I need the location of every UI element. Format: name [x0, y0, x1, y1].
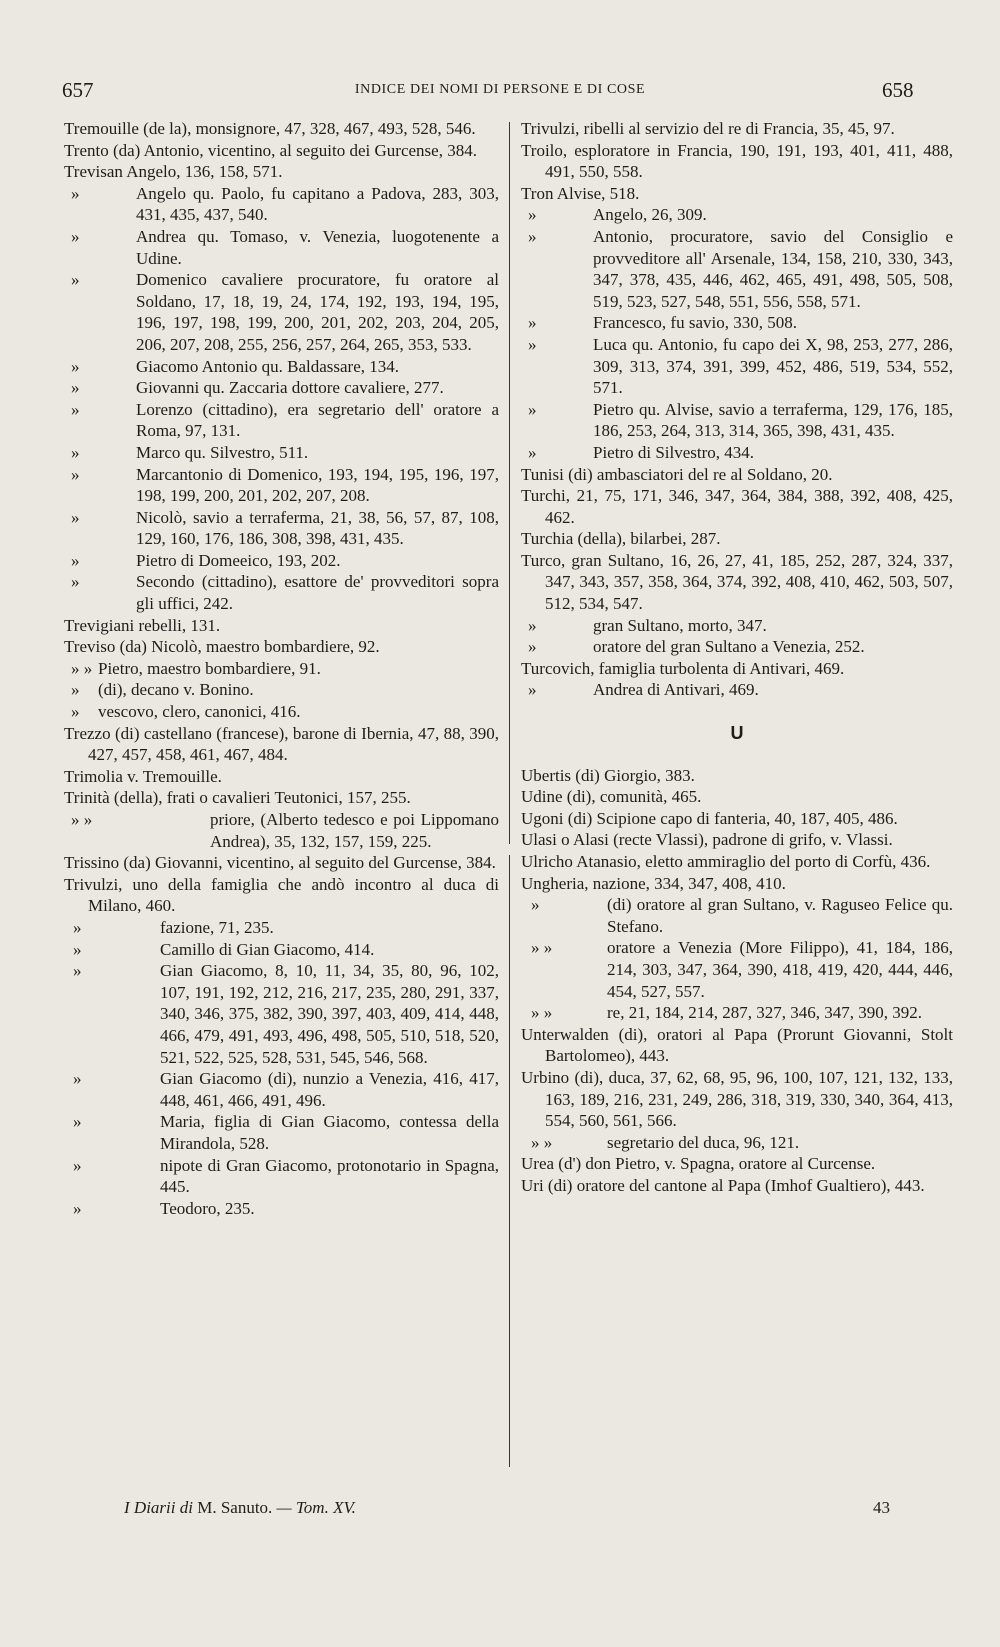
ditto-mark: »: [71, 572, 80, 592]
index-subentry: [521, 334, 953, 399]
index-subentry: [64, 464, 499, 507]
ditto-mark: »: [73, 939, 82, 959]
index-subentry: [64, 269, 499, 355]
ditto-mark: »: [71, 702, 80, 722]
index-subentry: [64, 809, 499, 852]
ditto-mark: »: [528, 205, 537, 225]
index-subentry: [64, 550, 499, 572]
index-entry: Ulricho Atanasio, eletto ammiraglio del porto di Corfù, 436.: [521, 852, 931, 871]
subentry-text: Angelo, 26, 309.: [593, 205, 707, 225]
subentry-text: Andrea qu. Tomaso, v. Venezia, luogotenente a Udine.: [136, 226, 499, 268]
subentry-text: segretario del duca, 96, 121.: [607, 1132, 800, 1152]
ditto-mark: » »: [531, 1003, 553, 1023]
subentry-text: (di), decano v. Bonino.: [98, 680, 254, 700]
subentry-text: Pietro, maestro bombardiere, 91.: [98, 658, 321, 678]
index-entry: Ungheria, nazione, 334, 347, 408, 410.: [521, 873, 786, 893]
ditto-mark: » »: [71, 658, 93, 678]
index-subentry: [64, 507, 499, 550]
index-subentry: [64, 399, 499, 442]
ditto-mark: »: [71, 464, 80, 484]
index-entry: Trezzo (di) castellano (francese), barone di Ibernia, 47, 88, 390, 427, 457, 458, 461, 467, 484.: [64, 723, 499, 765]
ditto-mark: »: [73, 917, 82, 937]
index-entry: Troilo, esploratore in Francia, 190, 191, 193, 401, 411, 488, 491, 550, 558.: [521, 140, 953, 182]
index-entry: Trivulzi, ribelli al servizio del re di Francia, 35, 45, 97.: [521, 119, 895, 138]
ditto-mark: »: [71, 226, 80, 246]
subentry-text: Pietro di Silvestro, 434.: [593, 442, 755, 462]
ditto-mark: »: [73, 1069, 82, 1089]
ditto-mark: »: [73, 1198, 82, 1218]
index-subentry: [64, 701, 499, 723]
ditto-mark: »: [71, 550, 80, 570]
index-entry: Trissino (da) Giovanni, vicentino, al seguito del Gurcense, 384.: [64, 853, 496, 873]
index-column-left: [64, 118, 499, 1219]
index-subentry: [64, 1155, 499, 1198]
ditto-mark: »: [528, 334, 537, 354]
page-number-right: 658: [882, 78, 914, 102]
subentry-text: Teodoro, 235.: [160, 1198, 255, 1218]
ditto-mark: » »: [71, 810, 93, 829]
index-subentry: [521, 399, 953, 442]
index-subentry: [64, 1111, 499, 1154]
index-subentry: [521, 1002, 953, 1024]
index-subentry: [64, 356, 499, 378]
index-entry: Trinità (della), frati o cavalieri Teutonici, 157, 255.: [64, 788, 411, 808]
ditto-mark: »: [73, 1155, 82, 1175]
ditto-mark: »: [71, 270, 80, 290]
index-entry: Udine (di), comunità, 465.: [521, 787, 702, 807]
subentry-text: gran Sultano, morto, 347.: [593, 615, 767, 635]
footer-author: M. Sanuto.: [197, 1498, 273, 1517]
ditto-mark: »: [71, 356, 80, 376]
running-head: INDICE DEI NOMI DI PERSONE E DI COSE: [354, 82, 646, 97]
ditto-mark: » »: [531, 1132, 553, 1152]
ditto-mark: »: [528, 399, 537, 419]
ditto-mark: »: [73, 961, 82, 981]
subentry-text: Camillo di Gian Giacomo, 414.: [160, 939, 375, 959]
index-entry: Turco, gran Sultano, 16, 26, 27, 41, 185, 252, 287, 324, 337, 347, 343, 357, 358, 364, 374, 392, 408, 410, 462, 503, 507, 512, 534, 547.: [521, 550, 953, 614]
index-entry: Ulasi o Alasi (recte Vlassi), padrone di grifo, v. Vlassi.: [521, 830, 893, 850]
subentry-text: Marcantonio di Domenico, 193, 194, 195, 196, 197, 198, 199, 200, 201, 202, 207, 208.: [136, 464, 499, 506]
ditto-mark: »: [71, 680, 80, 700]
signature-number: 43: [873, 1498, 890, 1517]
subentry-text: (di) oratore al gran Sultano, v. Raguseo Felice qu. Stefano.: [607, 895, 953, 936]
index-subentry: [64, 1068, 499, 1111]
ditto-mark: »: [71, 442, 80, 462]
index-entry: Turchia (della), bilarbei, 287.: [521, 529, 721, 549]
index-subentry: [521, 894, 953, 937]
subentry-text: Gian Giacomo, 8, 10, 11, 34, 35, 80, 96, 102, 107, 191, 192, 212, 216, 217, 235, 280, 291, 337, 340, 346, 375, 382, 390, 397, 403, 409, 414, 448, 466, 479, 491, 493, 496, 498, 505, 510, 518, 520, 521, 522, 525, 528, 531, 545, 546, 568.: [160, 961, 499, 1067]
index-entry: Trivulzi, uno della famiglia che andò incontro al duca di Milano, 460.: [64, 874, 499, 916]
ditto-mark: »: [531, 895, 540, 915]
ditto-mark: »: [528, 442, 537, 462]
index-entry: Trento (da) Antonio, vicentino, al seguito dei Gurcense, 384.: [64, 140, 477, 160]
ditto-mark: »: [71, 507, 80, 527]
index-subentry: [64, 571, 499, 614]
index-entry: Tremouille (de la), monsignore, 47, 328, 467, 493, 528, 546.: [64, 119, 476, 138]
index-subentry: [64, 1198, 499, 1220]
subentry-text: Domenico cavaliere procuratore, fu oratore al Soldano, 17, 18, 19, 24, 174, 192, 193, 194, 195, 196, 197, 198, 199, 200, 201, 202, 203, 204, 205, 206, 207, 208, 255, 256, 257, 264, 265, 353, 533.: [136, 270, 499, 354]
ditto-mark: »: [71, 378, 80, 398]
index-entry: Urbino (di), duca, 37, 62, 68, 95, 96, 100, 107, 121, 132, 133, 163, 189, 216, 231, 249, 286, 318, 319, 330, 340, 364, 413, 554, 560, 561, 566.: [521, 1067, 953, 1131]
ditto-mark: »: [73, 1112, 82, 1132]
subentry-text: priore, (Alberto tedesco e poi Lippomano Andrea), 35, 132, 157, 159, 225.: [210, 810, 499, 851]
index-subentry: [64, 442, 499, 464]
footer-volume: — Tom. XV.: [276, 1498, 356, 1517]
subentry-text: re, 21, 184, 214, 287, 327, 346, 347, 390, 392.: [607, 1003, 922, 1023]
index-subentry: [521, 226, 953, 312]
index-entry: Unterwalden (di), oratori al Papa (Prorunt Giovanni, Stolt Bartolomeo), 443.: [521, 1024, 953, 1066]
index-entry: Tron Alvise, 518.: [521, 183, 640, 203]
subentry-text: Giovanni qu. Zaccaria dottore cavaliere, 277.: [136, 378, 444, 398]
column-divider: [509, 122, 510, 844]
index-subentry: [64, 679, 499, 701]
subentry-text: Secondo (cittadino), esattore de' provveditori sopra gli uffici, 242.: [136, 572, 499, 614]
index-subentry: [64, 917, 499, 939]
column-divider-lower: [509, 855, 510, 1467]
ditto-mark: »: [71, 399, 80, 419]
index-entry: Turchi, 21, 75, 171, 346, 347, 364, 384, 388, 392, 408, 425, 462.: [521, 486, 953, 527]
index-subentry: [521, 1132, 953, 1154]
index-subentry: [521, 312, 953, 334]
index-entry: Treviso (da) Nicolò, maestro bombardiere, 92.: [64, 637, 380, 657]
index-entry: Turcovich, famiglia turbolenta di Antivari, 469.: [521, 658, 845, 678]
ditto-mark: »: [528, 615, 537, 635]
index-subentry: [521, 615, 953, 637]
index-column-right: [521, 118, 953, 1197]
index-subentry: [521, 204, 953, 226]
subentry-text: Maria, figlia di Gian Giacomo, contessa della Mirandola, 528.: [160, 1112, 499, 1153]
subentry-text: Gian Giacomo (di), nunzio a Venezia, 416, 417, 448, 461, 466, 491, 496.: [160, 1069, 499, 1110]
index-subentry: [64, 658, 499, 680]
index-entry: Urea (d') don Pietro, v. Spagna, oratore al Curcense.: [521, 1154, 876, 1174]
index-entry: Tunisi (di) ambasciatori del re al Soldano, 20.: [521, 464, 833, 484]
subentry-text: Francesco, fu savio, 330, 508.: [593, 313, 797, 333]
index-entry: Trevigiani rebelli, 131.: [64, 615, 221, 635]
index-subentry: [64, 939, 499, 961]
subentry-text: oratore del gran Sultano a Venezia, 252.: [593, 637, 865, 657]
subentry-text: Giacomo Antonio qu. Baldassare, 134.: [136, 356, 399, 376]
subentry-text: Angelo qu. Paolo, fu capitano a Padova, 283, 303, 431, 435, 437, 540.: [136, 183, 499, 225]
subentry-text: Nicolò, savio a terraferma, 21, 38, 56, 57, 87, 108, 129, 160, 176, 186, 308, 398, 431, 435.: [136, 507, 499, 549]
ditto-mark: »: [71, 183, 80, 203]
ditto-mark: »: [528, 680, 537, 700]
ditto-mark: »: [528, 637, 537, 657]
index-entry: Uri (di) oratore del cantone al Papa (Imhof Gualtiero), 443.: [521, 1175, 925, 1195]
index-entry: Ubertis (di) Giorgio, 383.: [521, 765, 695, 785]
footer-title: [124, 1498, 356, 1518]
index-entry: Trevisan Angelo, 136, 158, 571.: [64, 162, 283, 182]
section-letter: U: [730, 723, 744, 744]
index-entry: Ugoni (di) Scipione capo di fanteria, 40, 187, 405, 486.: [521, 808, 898, 828]
index-subentry: [521, 636, 953, 658]
subentry-text: Lorenzo (cittadino), era segretario dell' oratore a Roma, 97, 131.: [136, 399, 499, 441]
index-subentry: [64, 960, 499, 1068]
subentry-text: Luca qu. Antonio, fu capo dei X, 98, 253, 277, 286, 309, 313, 374, 391, 399, 452, 486, 519, 534, 552, 571.: [593, 334, 953, 398]
subentry-text: fazione, 71, 235.: [160, 917, 274, 937]
ditto-mark: »: [528, 313, 537, 333]
subentry-text: Pietro di Domeeico, 193, 202.: [136, 550, 341, 570]
index-subentry: [521, 937, 953, 1002]
ditto-mark: » »: [531, 938, 553, 958]
footer-title-italic: I Diarii di: [124, 1498, 193, 1517]
subentry-text: Marco qu. Silvestro, 511.: [136, 442, 309, 462]
subentry-text: vescovo, clero, canonici, 416.: [98, 702, 301, 722]
index-subentry: [521, 442, 953, 464]
ditto-mark: »: [528, 226, 537, 246]
index-subentry: [521, 679, 953, 701]
subentry-text: nipote di Gran Giacomo, protonotario in Spagna, 445.: [160, 1155, 499, 1197]
subentry-text: Andrea di Antivari, 469.: [593, 680, 759, 700]
index-subentry: [64, 377, 499, 399]
subentry-text: Pietro qu. Alvise, savio a terraferma, 129, 176, 185, 186, 253, 264, 313, 314, 365, 398, 431, 435.: [593, 399, 953, 441]
index-subentry: [64, 226, 499, 269]
page-number-left: 657: [62, 78, 94, 102]
subentry-text: oratore a Venezia (More Filippo), 41, 184, 186, 214, 303, 347, 364, 390, 418, 419, 420, 444, 446, 454, 527, 557.: [607, 938, 953, 1001]
index-entry: Trimolia v. Tremouille.: [64, 766, 222, 786]
index-subentry: [64, 183, 499, 226]
subentry-text: Antonio, procuratore, savio del Consiglio e provveditore all' Arsenale, 134, 158, 210, 330, 343, 347, 378, 435, 446, 462, 465, 491, 498, 505, 508, 519, 523, 527, 548, 551, 556, 558, 571.: [593, 226, 953, 311]
